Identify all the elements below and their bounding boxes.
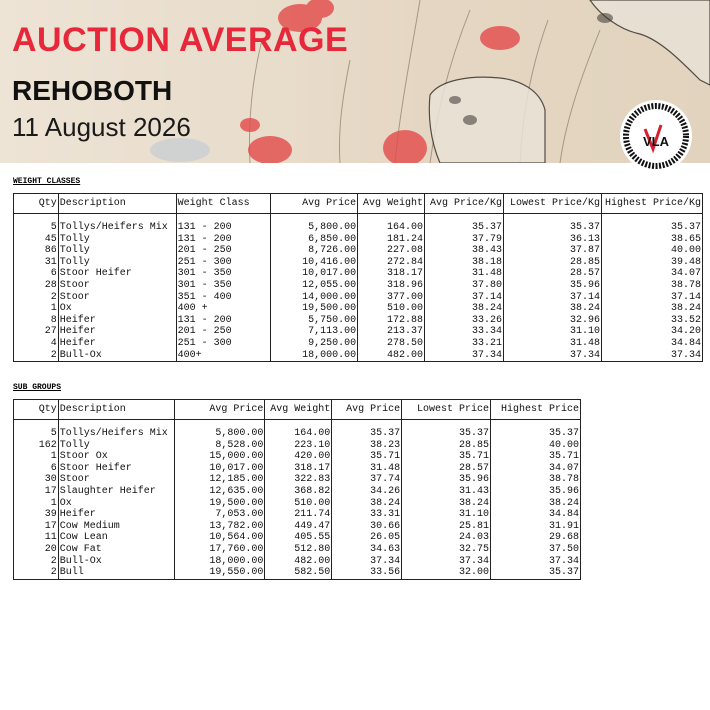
table-cell: Ox bbox=[58, 303, 176, 315]
table-cell: Bull bbox=[58, 567, 174, 579]
column-header: Avg Price/Kg bbox=[425, 194, 504, 214]
table-cell: 20 bbox=[14, 544, 59, 556]
table-cell: 5,750.00 bbox=[271, 315, 358, 327]
table-cell: 227.08 bbox=[358, 245, 425, 257]
table-cell: 33.56 bbox=[332, 567, 402, 579]
table-cell: 510.00 bbox=[265, 498, 332, 510]
table-cell: 5,800.00 bbox=[271, 214, 358, 234]
table-cell: 31 bbox=[14, 257, 59, 269]
table-cell: 34.20 bbox=[601, 326, 702, 338]
table-cell: 5 bbox=[14, 420, 59, 440]
table-cell: 31.48 bbox=[332, 463, 402, 475]
header-banner bbox=[0, 0, 710, 163]
table-cell: 8,528.00 bbox=[174, 440, 265, 452]
table-cell: 377.00 bbox=[358, 292, 425, 304]
table-cell: Stoor Ox bbox=[58, 451, 174, 463]
table-cell: 10,416.00 bbox=[271, 257, 358, 269]
table-cell: 15,000.00 bbox=[174, 451, 265, 463]
table-cell: 201 - 250 bbox=[176, 326, 271, 338]
table-cell: 213.37 bbox=[358, 326, 425, 338]
table-cell: Cow Fat bbox=[58, 544, 174, 556]
table-row bbox=[14, 532, 581, 544]
table-cell: 40.00 bbox=[491, 440, 581, 452]
table-cell: 27 bbox=[14, 326, 59, 338]
table-row bbox=[14, 509, 581, 521]
table-row bbox=[14, 567, 581, 579]
table-row bbox=[14, 451, 581, 463]
table-cell: 31.43 bbox=[402, 486, 491, 498]
table-cell: 201 - 250 bbox=[176, 245, 271, 257]
table-cell: 35.71 bbox=[402, 451, 491, 463]
table-cell: Tollys/Heifers Mix bbox=[58, 214, 176, 234]
table-cell: 223.10 bbox=[265, 440, 332, 452]
table-cell: 38.18 bbox=[425, 257, 504, 269]
table-cell: 35.96 bbox=[491, 486, 581, 498]
table-cell: 6 bbox=[14, 268, 59, 280]
table-cell: 33.21 bbox=[425, 338, 504, 350]
table-cell: Heifer bbox=[58, 315, 176, 327]
column-header: Avg Weight bbox=[358, 194, 425, 214]
table-cell: 28 bbox=[14, 280, 59, 292]
column-header: Lowest Price/Kg bbox=[504, 194, 602, 214]
table-cell: 28.85 bbox=[402, 440, 491, 452]
column-header: Qty bbox=[14, 194, 59, 214]
table-cell: 38.43 bbox=[425, 245, 504, 257]
table-cell: 34.63 bbox=[332, 544, 402, 556]
table-cell: 30.66 bbox=[332, 521, 402, 533]
table-cell: 17,760.00 bbox=[174, 544, 265, 556]
column-header: Avg Price bbox=[174, 400, 265, 420]
table-row bbox=[14, 521, 581, 533]
table-cell: 37.14 bbox=[601, 292, 702, 304]
table-cell: 5 bbox=[14, 214, 59, 234]
column-header: Highest Price/Kg bbox=[601, 194, 702, 214]
column-header: Description bbox=[58, 194, 176, 214]
table-cell: 35.37 bbox=[491, 420, 581, 440]
table-cell: 38.78 bbox=[491, 474, 581, 486]
table-cell: 12,055.00 bbox=[271, 280, 358, 292]
table-cell: 2 bbox=[14, 292, 59, 304]
table-cell: 37.14 bbox=[504, 292, 602, 304]
table-cell: 351 - 400 bbox=[176, 292, 271, 304]
table-cell: 30 bbox=[14, 474, 59, 486]
column-header: Avg Price bbox=[271, 194, 358, 214]
table-row bbox=[14, 463, 581, 475]
table-cell: 1 bbox=[14, 498, 59, 510]
table-cell: 272.84 bbox=[358, 257, 425, 269]
table-cell: Stoor bbox=[58, 292, 176, 304]
table-cell: 37.87 bbox=[504, 245, 602, 257]
table-cell: 33.31 bbox=[332, 509, 402, 521]
table-row bbox=[14, 486, 581, 498]
auction-location: REHOBOTH bbox=[12, 75, 173, 106]
table-row bbox=[14, 234, 703, 246]
table-cell: 449.47 bbox=[265, 521, 332, 533]
table-row bbox=[14, 268, 703, 280]
table-cell: 172.88 bbox=[358, 315, 425, 327]
table-cell: 35.37 bbox=[601, 214, 702, 234]
table-row bbox=[14, 544, 581, 556]
table-cell: 19,550.00 bbox=[174, 567, 265, 579]
table-cell: 38.24 bbox=[402, 498, 491, 510]
table-cell: 131 - 200 bbox=[176, 315, 271, 327]
table-cell: 131 - 200 bbox=[176, 214, 271, 234]
table-cell: 512.80 bbox=[265, 544, 332, 556]
table-cell: 12,185.00 bbox=[174, 474, 265, 486]
table-cell: 17 bbox=[14, 486, 59, 498]
table-cell: 8 bbox=[14, 315, 59, 327]
table-cell: 301 - 350 bbox=[176, 280, 271, 292]
table-cell: 37.79 bbox=[425, 234, 504, 246]
table-cell: 37.34 bbox=[601, 350, 702, 362]
table-cell: 301 - 350 bbox=[176, 268, 271, 280]
table-cell: 39.48 bbox=[601, 257, 702, 269]
table-cell: 35.37 bbox=[504, 214, 602, 234]
table-cell: 6,850.00 bbox=[271, 234, 358, 246]
table-cell: 13,782.00 bbox=[174, 521, 265, 533]
table-cell: 251 - 300 bbox=[176, 338, 271, 350]
table-cell: 35.37 bbox=[425, 214, 504, 234]
column-header: Lowest Price bbox=[402, 400, 491, 420]
table-cell: Heifer bbox=[58, 509, 174, 521]
table-cell: 31.48 bbox=[425, 268, 504, 280]
logo-text: VLA bbox=[643, 134, 669, 149]
table-cell: 35.37 bbox=[491, 567, 581, 579]
table-cell: 318.96 bbox=[358, 280, 425, 292]
table-cell: 86 bbox=[14, 245, 59, 257]
table-cell: 18,000.00 bbox=[174, 556, 265, 568]
table-row bbox=[14, 245, 703, 257]
table-cell: 28.57 bbox=[402, 463, 491, 475]
column-header: Highest Price bbox=[491, 400, 581, 420]
table-cell: 39 bbox=[14, 509, 59, 521]
table-cell: 37.34 bbox=[402, 556, 491, 568]
table-cell: 31.10 bbox=[402, 509, 491, 521]
table-cell: 251 - 300 bbox=[176, 257, 271, 269]
table-row bbox=[14, 326, 703, 338]
table-cell: 1 bbox=[14, 451, 59, 463]
table-cell: 400+ bbox=[176, 350, 271, 362]
table-cell: 322.83 bbox=[265, 474, 332, 486]
table-cell: 34.07 bbox=[491, 463, 581, 475]
table-cell: 318.17 bbox=[265, 463, 332, 475]
table-cell: 37.74 bbox=[332, 474, 402, 486]
table-cell: 32.00 bbox=[402, 567, 491, 579]
table-cell: 35.37 bbox=[332, 420, 402, 440]
table-cell: 34.84 bbox=[601, 338, 702, 350]
weight-classes-table bbox=[13, 193, 703, 362]
table-cell: Tollys/Heifers Mix bbox=[58, 420, 174, 440]
table-cell: 25.81 bbox=[402, 521, 491, 533]
table-cell: 162 bbox=[14, 440, 59, 452]
table-cell: Stoor bbox=[58, 474, 174, 486]
table-cell: 420.00 bbox=[265, 451, 332, 463]
table-cell: 45 bbox=[14, 234, 59, 246]
table-cell: 29.68 bbox=[491, 532, 581, 544]
table-cell: 19,500.00 bbox=[174, 498, 265, 510]
table-cell: 1 bbox=[14, 303, 59, 315]
table-cell: 2 bbox=[14, 556, 59, 568]
table-cell: 35.37 bbox=[402, 420, 491, 440]
table-cell: 38.78 bbox=[601, 280, 702, 292]
table-cell: Stoor Heifer bbox=[58, 463, 174, 475]
table-cell: Stoor bbox=[58, 280, 176, 292]
table-cell: 32.75 bbox=[402, 544, 491, 556]
table-cell: Cow Lean bbox=[58, 532, 174, 544]
table-cell: 181.24 bbox=[358, 234, 425, 246]
table-cell: 34.26 bbox=[332, 486, 402, 498]
table-cell: 34.07 bbox=[601, 268, 702, 280]
table-cell: 37.34 bbox=[491, 556, 581, 568]
table-cell: 10,017.00 bbox=[174, 463, 265, 475]
table-cell: 38.24 bbox=[425, 303, 504, 315]
table-cell: 17 bbox=[14, 521, 59, 533]
table-cell: Cow Medium bbox=[58, 521, 174, 533]
table-cell: 482.00 bbox=[265, 556, 332, 568]
table-cell: 164.00 bbox=[358, 214, 425, 234]
table-cell: 6 bbox=[14, 463, 59, 475]
table-row bbox=[14, 315, 703, 327]
table-cell: 405.55 bbox=[265, 532, 332, 544]
table-cell: 31.48 bbox=[504, 338, 602, 350]
table-cell: 37.50 bbox=[491, 544, 581, 556]
auction-date: 11 August 2026 bbox=[12, 112, 191, 142]
table-cell: 32.96 bbox=[504, 315, 602, 327]
column-header: Weight Class bbox=[176, 194, 271, 214]
table-cell: 582.50 bbox=[265, 567, 332, 579]
table-cell: 19,500.00 bbox=[271, 303, 358, 315]
table-cell: 35.96 bbox=[402, 474, 491, 486]
table-cell: 28.85 bbox=[504, 257, 602, 269]
table-cell: 5,800.00 bbox=[174, 420, 265, 440]
table-cell: 38.65 bbox=[601, 234, 702, 246]
table-row bbox=[14, 556, 581, 568]
table-cell: 38.24 bbox=[601, 303, 702, 315]
table-cell: Stoor Heifer bbox=[58, 268, 176, 280]
table-row bbox=[14, 214, 703, 234]
table-cell: 35.96 bbox=[504, 280, 602, 292]
table-row bbox=[14, 257, 703, 269]
page-title: AUCTION AVERAGE bbox=[12, 21, 349, 59]
table-cell: Slaughter Heifer bbox=[58, 486, 174, 498]
table-cell: Heifer bbox=[58, 326, 176, 338]
table-cell: Bull-Ox bbox=[58, 556, 174, 568]
table-cell: 278.50 bbox=[358, 338, 425, 350]
table-cell: 31.91 bbox=[491, 521, 581, 533]
table-row bbox=[14, 338, 703, 350]
table-cell: 12,635.00 bbox=[174, 486, 265, 498]
table-cell: 31.10 bbox=[504, 326, 602, 338]
table-cell: 10,564.00 bbox=[174, 532, 265, 544]
table-cell: Tolly bbox=[58, 440, 174, 452]
table-cell: Tolly bbox=[58, 257, 176, 269]
table-cell: 37.80 bbox=[425, 280, 504, 292]
table-cell: 368.82 bbox=[265, 486, 332, 498]
table-cell: 37.34 bbox=[504, 350, 602, 362]
table-row bbox=[14, 350, 703, 362]
column-header: Description bbox=[58, 400, 174, 420]
table-cell: 35.71 bbox=[332, 451, 402, 463]
column-header: Avg Price bbox=[332, 400, 402, 420]
table-cell: 38.24 bbox=[332, 498, 402, 510]
table-cell: 8,726.00 bbox=[271, 245, 358, 257]
table-cell: 37.34 bbox=[332, 556, 402, 568]
sub-groups-table bbox=[13, 399, 581, 580]
table-cell: 37.34 bbox=[425, 350, 504, 362]
table-cell: 11 bbox=[14, 532, 59, 544]
table-row bbox=[14, 292, 703, 304]
table-row bbox=[14, 440, 581, 452]
table-cell: 4 bbox=[14, 338, 59, 350]
table-row bbox=[14, 474, 581, 486]
table-cell: 24.03 bbox=[402, 532, 491, 544]
table-cell: 7,113.00 bbox=[271, 326, 358, 338]
table-cell: 7,053.00 bbox=[174, 509, 265, 521]
table-cell: 318.17 bbox=[358, 268, 425, 280]
table-cell: 2 bbox=[14, 567, 59, 579]
table-cell: 38.24 bbox=[491, 498, 581, 510]
table-cell: 33.52 bbox=[601, 315, 702, 327]
sub-groups-label: SUB GROUPS bbox=[13, 383, 62, 392]
table-row bbox=[14, 303, 703, 315]
table-cell: 400 + bbox=[176, 303, 271, 315]
table-cell: 38.24 bbox=[504, 303, 602, 315]
table-cell: Tolly bbox=[58, 245, 176, 257]
weight-classes-label: WEIGHT CLASSES bbox=[13, 177, 81, 186]
table-cell: Bull-Ox bbox=[58, 350, 176, 362]
table-cell: 510.00 bbox=[358, 303, 425, 315]
table-cell: 18,000.00 bbox=[271, 350, 358, 362]
table-cell: 211.74 bbox=[265, 509, 332, 521]
table-cell: 36.13 bbox=[504, 234, 602, 246]
table-cell: 38.23 bbox=[332, 440, 402, 452]
table-cell: 2 bbox=[14, 350, 59, 362]
table-cell: 34.84 bbox=[491, 509, 581, 521]
table-cell: 26.05 bbox=[332, 532, 402, 544]
table-cell: 40.00 bbox=[601, 245, 702, 257]
table-cell: Heifer bbox=[58, 338, 176, 350]
table-cell: 33.34 bbox=[425, 326, 504, 338]
table-cell: 28.57 bbox=[504, 268, 602, 280]
table-cell: Tolly bbox=[58, 234, 176, 246]
table-cell: 482.00 bbox=[358, 350, 425, 362]
vla-logo bbox=[619, 99, 693, 173]
table-row bbox=[14, 420, 581, 440]
column-header: Qty bbox=[14, 400, 59, 420]
table-row bbox=[14, 498, 581, 510]
column-header: Avg Weight bbox=[265, 400, 332, 420]
table-cell: 164.00 bbox=[265, 420, 332, 440]
table-cell: 37.14 bbox=[425, 292, 504, 304]
table-cell: 10,017.00 bbox=[271, 268, 358, 280]
table-cell: 35.71 bbox=[491, 451, 581, 463]
table-cell: 9,250.00 bbox=[271, 338, 358, 350]
table-cell: 14,000.00 bbox=[271, 292, 358, 304]
table-cell: Ox bbox=[58, 498, 174, 510]
table-cell: 33.26 bbox=[425, 315, 504, 327]
table-cell: 131 - 200 bbox=[176, 234, 271, 246]
table-row bbox=[14, 280, 703, 292]
